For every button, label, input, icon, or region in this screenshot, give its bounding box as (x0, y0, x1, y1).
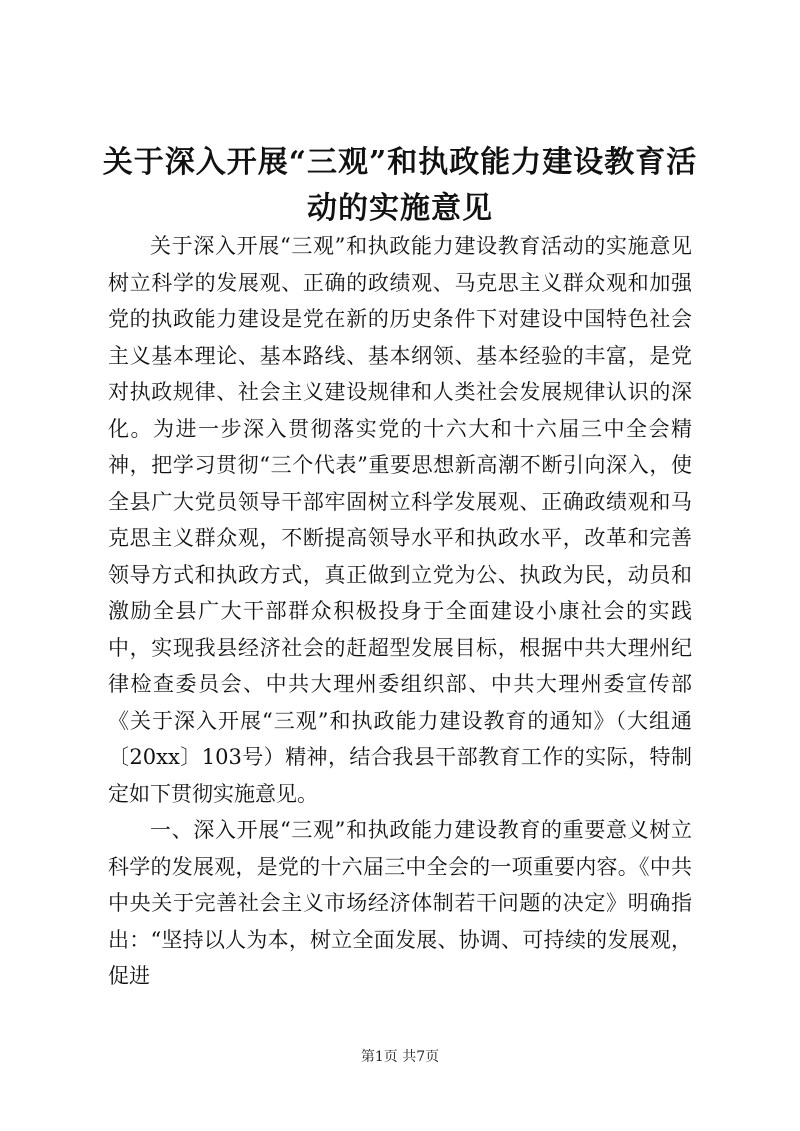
document-body (108, 228, 692, 995)
page-footer: 第1页 共7页 (360, 1049, 440, 1065)
paragraph-section-one: 一、深入开展“三观”和执政能力建设教育的重要意义树立科学的发展观，是党的十六届三中全会的一项重要内容。《中共中央关于完善社会主义市场经济体制若干问题的决定》明确指出：“坚持以人为本，树立全面发展、协调、可持续的发展观，促进 (108, 818, 692, 988)
document-title: 关于深入开展“三观”和执政能力建设教育活动的实施意见 (102, 145, 698, 226)
paragraph-intro: 关于深入开展“三观”和执政能力建设教育活动的实施意见树立科学的发展观、正确的政绩观、马克思主义群众观和加强党的执政能力建设是党在新的历史条件下对建设中国特色社会主义基本理论、基本路线、基本纲领、基本经验的丰富，是党对执政规律、社会主义建设规律和人类社会发展规律认识的深化。为进一步深入贯彻落实党的十六大和十六届三中全会精神，把学习贯彻“三个代表”重要思想新高潮不断引向深入，使全县广大党员领导干部牢固树立科学发展观、正确政绩观和马克思主义群众观，不断提高领导水平和执政水平，改革和完善领导方式和执政方式，真正做到立党为公、执政为民，动员和激励全县广大干部群众积极投身于全面建设小康社会的实践中，实现我县经济社会的赶超型发展目标，根据中共大理州纪律检查委员会、中共大理州委组织部、中共大理州委宣传部《关于深入开展“三观”和执政能力建设教育的通知》（大组通〔20xx〕103号）精神，结合我县干部教育工作的实际，特制定如下贯彻实施意见。 (108, 234, 692, 806)
